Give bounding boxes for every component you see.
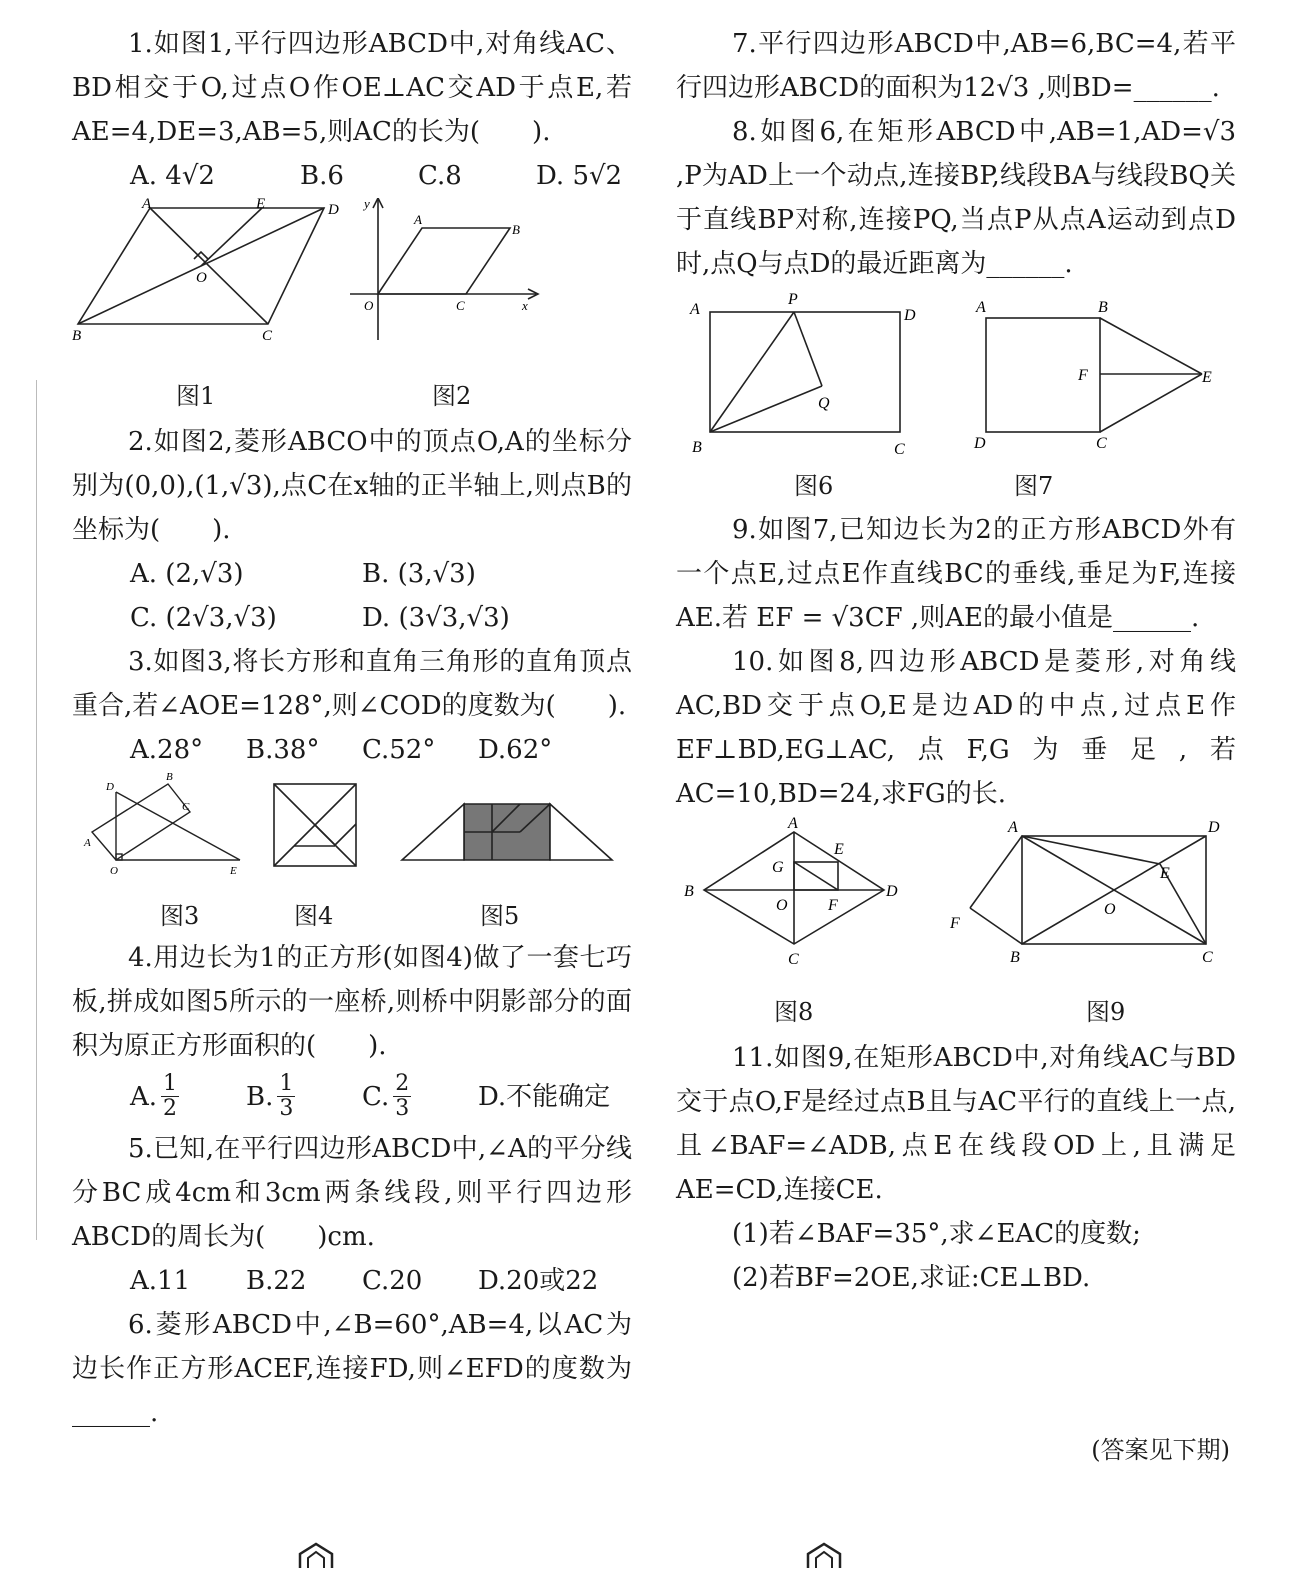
numerator: 1: [279, 1071, 294, 1096]
label: C: [1202, 949, 1213, 966]
label: A: [788, 816, 798, 832]
question-11: 11.如图9,在矩形ABCD中,对角线AC与BD交于点O,F是经过点B且与AC平行的直线上一点,且∠BAF=∠ADB,点E在线段OD上,且满足AE=CD,连接CE.: [676, 1043, 1236, 1205]
figure-8-caption: 图8: [774, 998, 814, 1026]
figure-1-caption: 图1: [176, 382, 216, 410]
question-4: 4.用边长为1的正方形(如图4)做了一套七巧板,拼成如图5所示的一座桥,则桥中阴影部分的面积为原正方形面积的( ).: [72, 943, 632, 1061]
option: B.6: [300, 161, 344, 191]
label: B: [166, 772, 173, 783]
label: Q: [818, 395, 830, 412]
question-6: 6.菱形ABCD中,∠B=60°,AB=4,以AC为边长作正方形ACEF,连接FD,则∠EFD的度数为______.: [72, 1310, 632, 1428]
label: E: [1160, 865, 1170, 882]
option: D. (3√3,√3): [362, 603, 510, 633]
figures-8-9: [676, 816, 1236, 1036]
label: y: [364, 198, 370, 211]
label: D: [106, 781, 114, 793]
figure-7-caption: 图7: [1014, 472, 1054, 500]
label: C: [182, 801, 190, 813]
label: G: [772, 859, 784, 876]
option: B.38°: [246, 735, 320, 765]
label: B: [1010, 949, 1020, 966]
denominator: 2: [163, 1096, 178, 1121]
option-a: [130, 1072, 246, 1121]
option-b: [246, 1072, 362, 1121]
figures-6-7-drawing: [676, 290, 1236, 470]
label: O: [776, 897, 788, 914]
label: B: [692, 439, 702, 456]
question-11-part-2: (2)若BF=2OE,求证:CE⊥BD.: [732, 1263, 1091, 1293]
option: D. 5√2: [536, 161, 623, 191]
label: A: [142, 198, 152, 212]
label: C: [1096, 435, 1107, 452]
label: E: [1202, 369, 1212, 386]
question-1-options: [130, 154, 632, 198]
option: A.28°: [130, 735, 204, 765]
label: O: [196, 270, 207, 286]
figure-3-caption: 图3: [160, 902, 200, 930]
question-9: 9.如图7,已知边长为2的正方形ABCD外有一个点E,过点E作直线BC的垂线,垂足为F,连接AE.若 EF = √3CF ,则AE的最小值是______.: [676, 515, 1236, 633]
numerator: 2: [395, 1071, 410, 1096]
option-label: B.: [246, 1081, 274, 1112]
figure-1-2-clean: [72, 198, 632, 378]
option-label: A.: [130, 1081, 158, 1112]
figure-2-caption: 图2: [432, 382, 472, 410]
denominator: 3: [395, 1096, 410, 1121]
question-3-options: [130, 728, 632, 772]
option: C.8: [418, 161, 462, 191]
label: O: [1104, 901, 1116, 918]
label: A: [1008, 819, 1018, 836]
label: A: [690, 301, 700, 318]
label: A: [976, 299, 986, 316]
right-column: [676, 22, 1236, 1300]
label: E: [256, 198, 266, 212]
option: B. (3,√3): [362, 559, 476, 589]
figures-3-4-5-clean: [72, 772, 632, 896]
question-5: 5.已知,在平行四边形ABCD中,∠A的平分线分BC成4cm和3cm两条线段,则平行四边形ABCD的周长为( )cm.: [72, 1134, 632, 1252]
label: C: [788, 951, 799, 968]
question-2: 2.如图2,菱形ABCO中的顶点O,A的坐标分别为(0,0),(1,√3),点C在x轴的正半轴上,则点B的坐标为( ).: [72, 427, 632, 545]
option: A. 4√2: [130, 161, 215, 191]
option: C.20: [362, 1266, 423, 1296]
figure-6-caption: 图6: [794, 472, 834, 500]
option-d: D.不能确定: [478, 1081, 611, 1112]
question-8: 8.如图6,在矩形ABCD中,AB=1,AD=√3 ,P为AD上一个动点,连接BP,线段BA与线段BQ关于直线BP对称,连接PQ,当点P从点A运动到点D时,点Q与点D的最近距离为______.: [676, 117, 1236, 279]
question-3: 3.如图3,将长方形和直角三角形的直角顶点重合,若∠AOE=128°,则∠COD的度数为( ).: [72, 647, 632, 721]
question-2-options-row-2: [130, 596, 632, 640]
option: C. (2√3,√3): [130, 603, 277, 633]
fraction: [393, 1072, 411, 1121]
label: F: [950, 915, 960, 932]
label: O: [110, 865, 118, 877]
label: F: [1078, 367, 1088, 384]
option-c: [362, 1072, 478, 1121]
question-1: 1.如图1,平行四边形ABCD中,对角线AC、BD相交于O,过点O作OE⊥AC交AD于点E,若AE=4,DE=3,AB=5,则AC的长为( ).: [72, 29, 632, 147]
label: P: [788, 291, 798, 308]
figures-6-7: [676, 286, 1236, 508]
label: B: [512, 222, 520, 237]
label: C: [262, 328, 273, 344]
label: B: [1098, 299, 1108, 316]
figure-5-caption: 图5: [480, 902, 520, 930]
option-label: C.: [362, 1081, 390, 1112]
label: A: [84, 837, 91, 849]
option: D.20或22: [478, 1266, 599, 1296]
label: B: [72, 328, 82, 344]
question-5-options: [130, 1259, 632, 1303]
fraction: [161, 1072, 179, 1121]
denominator: 3: [279, 1096, 294, 1121]
binding-mark-icon: [804, 1540, 844, 1570]
label: E: [834, 841, 844, 858]
fraction: [277, 1072, 295, 1121]
label: C: [456, 298, 465, 313]
label: O: [364, 298, 374, 313]
numerator: 1: [163, 1071, 178, 1096]
option: C.52°: [362, 735, 436, 765]
label: x: [522, 298, 528, 313]
label: D: [904, 307, 916, 324]
question-10: 10.如图8,四边形ABCD是菱形,对角线AC,BD交于点O,E是边AD的中点,过点E作EF⊥BD,EG⊥AC,点F,G为垂足,若AC=10,BD=24,求FG的长.: [676, 647, 1236, 809]
label: D: [1208, 819, 1220, 836]
label: C: [894, 441, 905, 458]
label: E: [230, 865, 237, 877]
label: D: [328, 202, 339, 218]
figure-9-caption: 图9: [1086, 998, 1126, 1026]
question-4-options: [130, 1072, 632, 1121]
left-column: [72, 22, 632, 1435]
figures-8-9-drawing: [676, 816, 1236, 996]
label: D: [886, 883, 898, 900]
option: D.62°: [478, 735, 553, 765]
label: A: [414, 212, 422, 227]
question-11-part-1: (1)若∠BAF=35°,求∠EAC的度数;: [732, 1219, 1141, 1249]
option: A.11: [130, 1266, 191, 1296]
question-7: 7.平行四边形ABCD中,AB=6,BC=4,若平行四边形ABCD的面积为12√3 ,则BD=______.: [676, 29, 1236, 103]
label: D: [974, 435, 986, 452]
question-2-options-row-1: [130, 552, 632, 596]
figures-1-2: [72, 198, 632, 420]
binding-mark-icon: [296, 1540, 336, 1570]
option: B.22: [246, 1266, 307, 1296]
option: A. (2,√3): [130, 559, 244, 589]
figures-3-4-5: [72, 772, 632, 936]
margin-line: [36, 380, 37, 1240]
answer-note: (答案见下期): [1091, 1436, 1230, 1464]
label: F: [828, 897, 838, 914]
label: B: [684, 883, 694, 900]
figure-4-caption: 图4: [294, 902, 334, 930]
